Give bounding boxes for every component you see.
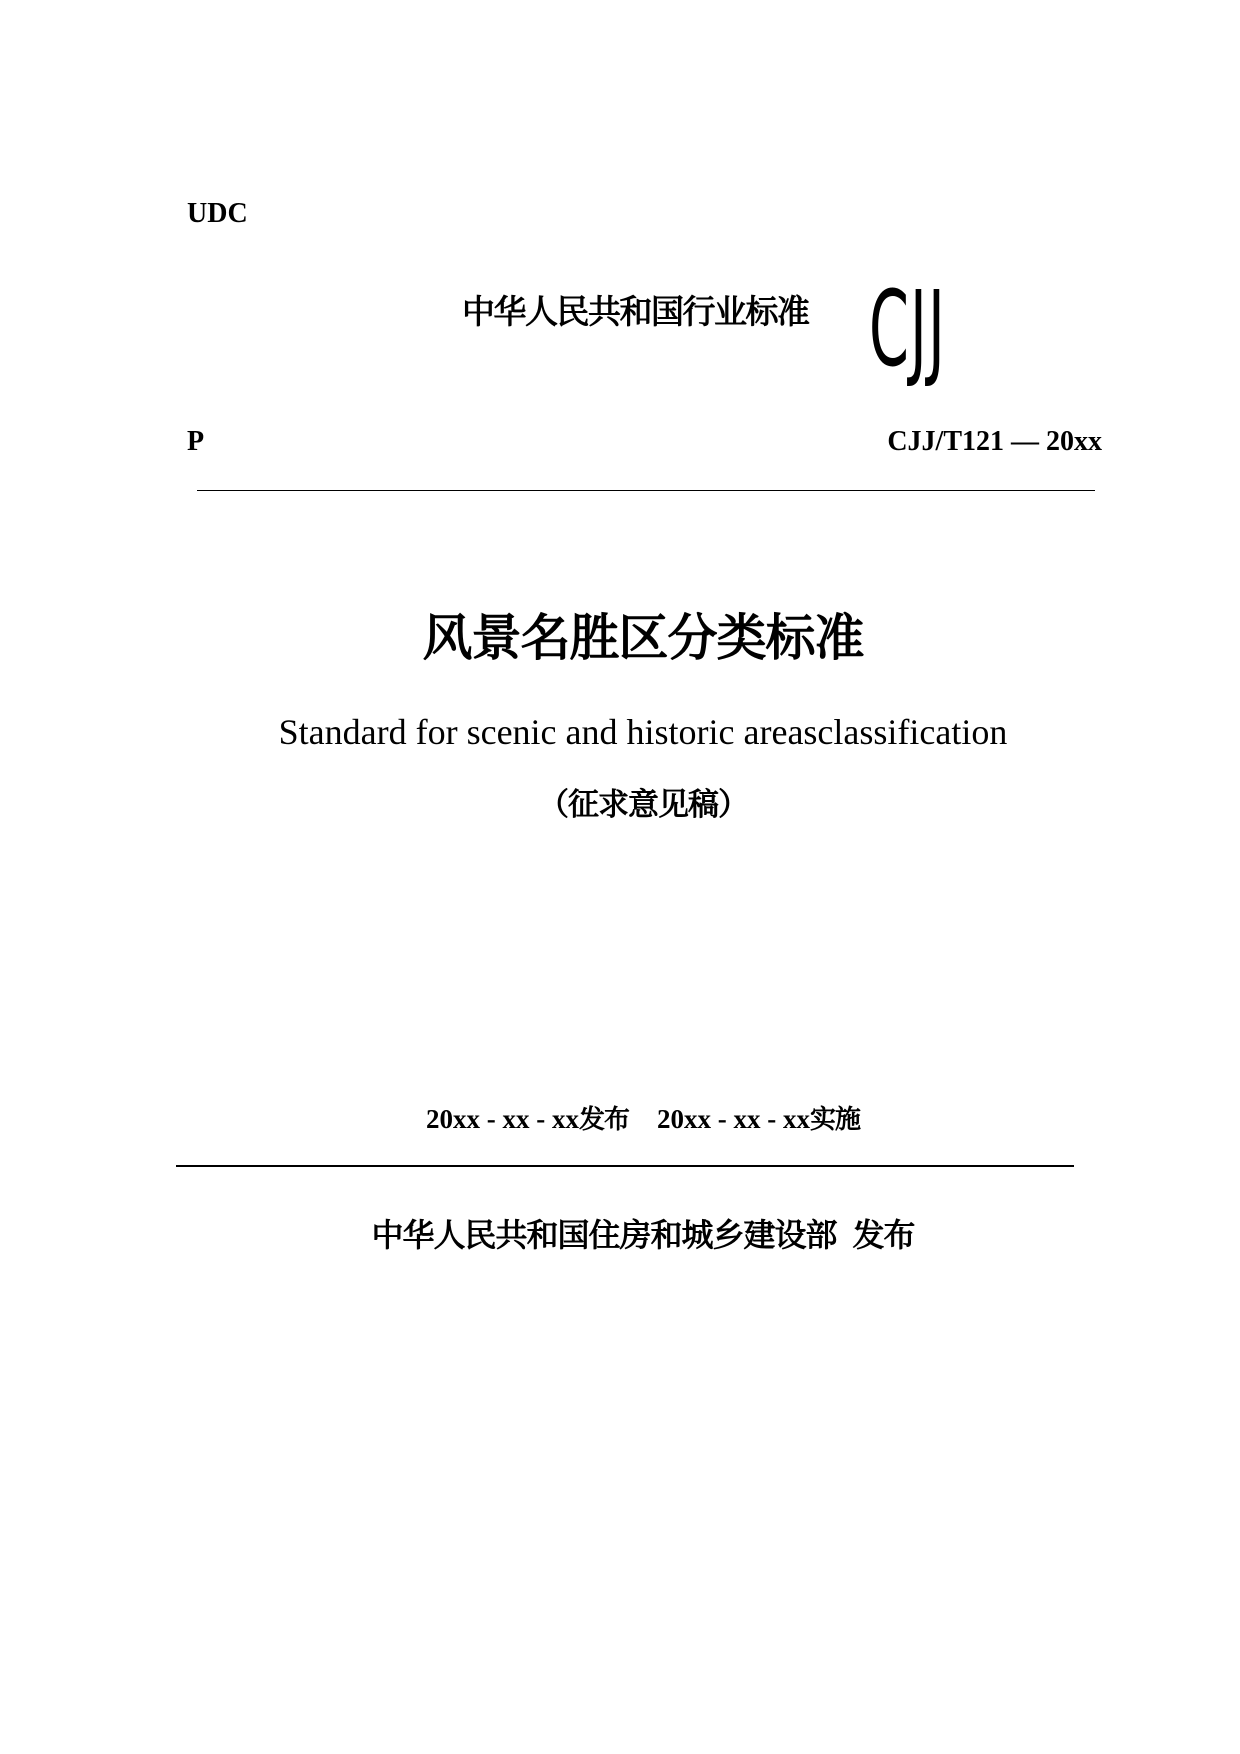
- dates-line: [0, 1100, 1240, 1139]
- publisher-action: 发布: [852, 1216, 915, 1254]
- header-divider: [197, 490, 1095, 491]
- draft-status: （征求意见稿）: [538, 787, 748, 823]
- effective-label: 实施: [809, 1105, 860, 1135]
- classification-code: P: [187, 426, 205, 457]
- industry-standard-heading: 中华人民共和国行业标准: [462, 292, 809, 331]
- document-title-english: Standard for scenic and historic areasclassification: [278, 712, 1008, 752]
- release-date: 20xx - xx - xx: [426, 1104, 579, 1134]
- effective-date: 20xx - xx - xx: [657, 1104, 810, 1134]
- udc-label: UDC: [187, 198, 248, 229]
- cjj-standard-mark: CJJ: [869, 268, 946, 390]
- document-title-chinese: 风景名胜区分类标准: [422, 609, 864, 667]
- standard-number: CJJ/T121 — 20xx: [887, 426, 1102, 457]
- publisher-line: [0, 1212, 1240, 1258]
- footer-divider: [176, 1165, 1074, 1167]
- release-label: 发布: [578, 1105, 629, 1135]
- publisher-name: 中华人民共和国住房和城乡建设部: [371, 1216, 837, 1254]
